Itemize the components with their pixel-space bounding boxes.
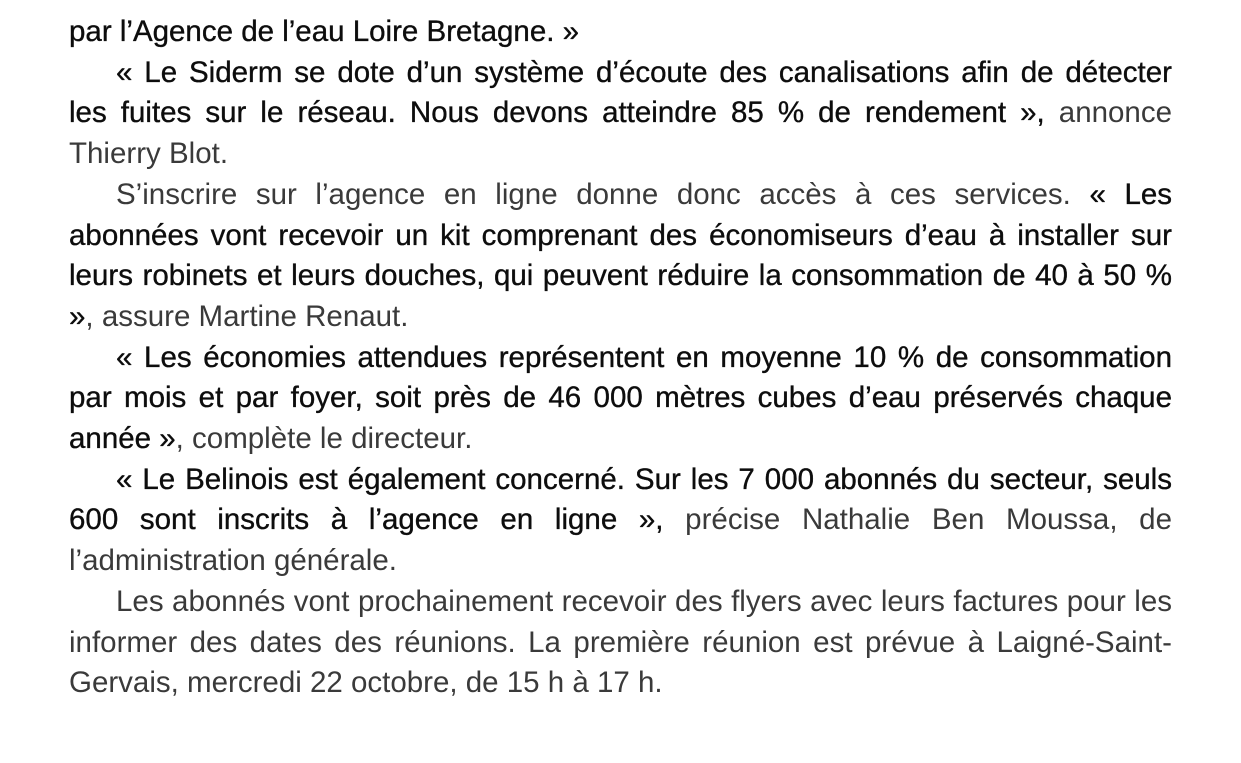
attribution-text: précise Nathalie Ben Moussa, de l’administration générale. xyxy=(69,503,1172,578)
paragraph-belinois xyxy=(69,460,1172,582)
attribution-text: annonce Thierry Blot. xyxy=(69,96,1172,171)
body-text: Les abonnés vont prochainement recevoir des flyers avec leurs factures pour les informer des dates des réunions. La première réunion est prévue à Laigné-Saint-Gervais, mercredi 22 octobre, de 15 h à 17 h. xyxy=(69,584,1172,700)
quote-text: « Le Belinois est également concerné. Sur les 7 000 abonnés du secteur, seuls 600 sont inscrits à l’agence en ligne », xyxy=(69,462,1172,537)
quote-text: « Les économies attendues représentent en moyenne 10 % de consommation par mois et par foyer, soit près de 46 000 mètres cubes d’eau préservés chaque année » xyxy=(69,340,1172,456)
quote-text: « Le Siderm se dote d’un système d’écoute des canalisations afin de détecter les fuites sur le réseau. Nous devons atteindre 85 % de rendement », xyxy=(69,55,1172,130)
paragraph-economies xyxy=(69,338,1172,460)
quote-text: par l’Agence de l’eau Loire Bretagne. » xyxy=(69,15,580,48)
article-body xyxy=(69,12,1172,704)
attribution-text: , assure Martine Renaut. xyxy=(85,299,409,333)
lead-text: S’inscrire sur l’agence en ligne donne donc accès à ces services. xyxy=(116,177,1090,211)
paragraph-siderm xyxy=(69,53,1172,175)
quote-text: « Les abonnées vont recevoir un kit comprenant des économiseurs d’eau à installer sur leurs robinets et leurs douches, qui peuvent réduire la consommation de 40 à 50 % » xyxy=(69,177,1173,333)
attribution-text: , complète le directeur. xyxy=(175,422,473,456)
paragraph-continuation xyxy=(69,12,1172,53)
paragraph-kit xyxy=(69,175,1172,338)
paragraph-reunions xyxy=(69,582,1172,704)
